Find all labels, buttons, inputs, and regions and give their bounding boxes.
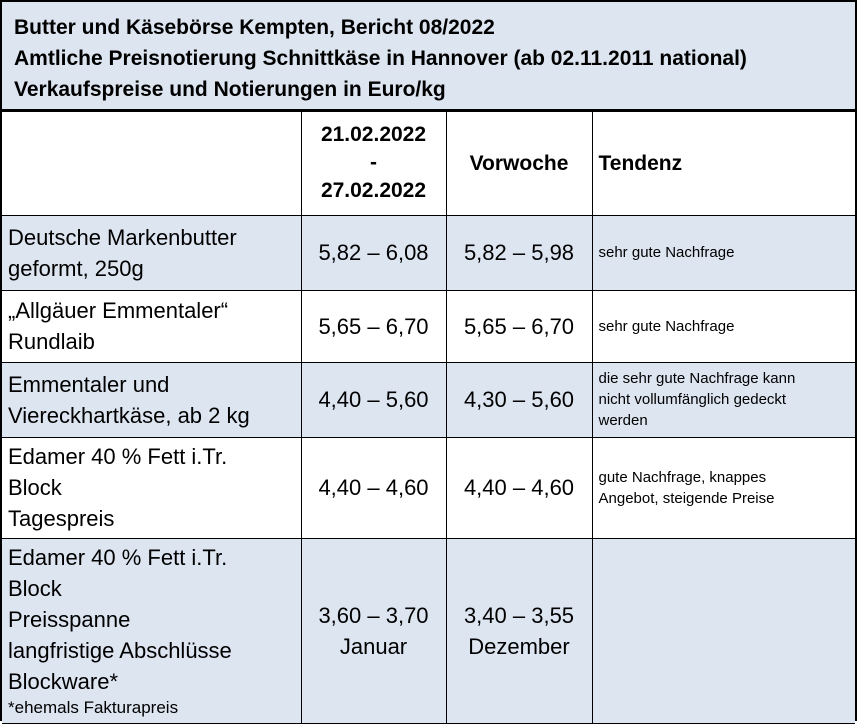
period-start: 21.02.2022 (320, 123, 427, 147)
product-cell: Edamer 40 % Fett i.Tr. Block Preisspanne langfristige Abschlüsse Blockware* *ehemals Fakturapreis (2, 538, 301, 723)
price-table (2, 112, 855, 724)
trend-cell: sehr gute Nachfrage (592, 290, 855, 362)
table-row (2, 215, 855, 290)
previous-price-cell: 3,40 – 3,55 Dezember (446, 538, 592, 723)
current-price-cell: 5,82 – 6,08 (301, 215, 446, 290)
footnote: *ehemals Fakturapreis (8, 698, 179, 717)
previous-price-cell: 4,30 – 5,60 (446, 362, 592, 437)
trend-cell: sehr gute Nachfrage (592, 215, 855, 290)
previous-price-cell: 5,65 – 6,70 (446, 290, 592, 362)
current-month: Januar (339, 633, 408, 659)
header-cell-period (301, 112, 446, 215)
header-cell-previous-week: Vorwoche (446, 112, 592, 215)
product-cell: „Allgäuer Emmentaler“ Rundlaib (2, 290, 301, 362)
header-subtitle: Amtliche Preisnotierung Schnittkäse in Hannover (ab 02.11.2011 national) (14, 47, 747, 70)
header-cell-trend: Tendenz (592, 112, 855, 215)
current-price-cell: 4,40 – 4,60 (301, 437, 446, 538)
period-separator: - (370, 151, 377, 175)
current-price-cell: 4,40 – 5,60 (301, 362, 446, 437)
header-units: Verkaufspreise und Notierungen in Euro/kg (14, 78, 446, 101)
current-price-cell: 3,60 – 3,70 Januar (301, 538, 446, 723)
previous-price-cell: 4,40 – 4,60 (446, 437, 592, 538)
header-cell-product (2, 112, 301, 215)
table-header-row (2, 112, 855, 215)
table-row (2, 362, 855, 437)
trend-cell: die sehr gute Nachfrage kann nicht vollumfänglich gedeckt werden (592, 362, 855, 437)
current-price-cell: 5,65 – 6,70 (301, 290, 446, 362)
report-header (2, 2, 855, 112)
table-row (2, 437, 855, 538)
period-end: 27.02.2022 (320, 179, 427, 203)
product-cell: Edamer 40 % Fett i.Tr. Block Tagespreis (2, 437, 301, 538)
previous-month: Dezember (468, 633, 570, 659)
header-title: Butter und Käsebörse Kempten, Bericht 08/2022 (14, 16, 495, 39)
product-cell: Deutsche Markenbutter geformt, 250g (2, 215, 301, 290)
previous-price-cell: 5,82 – 5,98 (446, 215, 592, 290)
trend-cell (592, 538, 855, 723)
table-row (2, 538, 855, 723)
product-cell: Emmentaler und Viereckhartkäse, ab 2 kg (2, 362, 301, 437)
table-row (2, 290, 855, 362)
trend-cell: gute Nachfrage, knappes Angebot, steigende Preise (592, 437, 855, 538)
